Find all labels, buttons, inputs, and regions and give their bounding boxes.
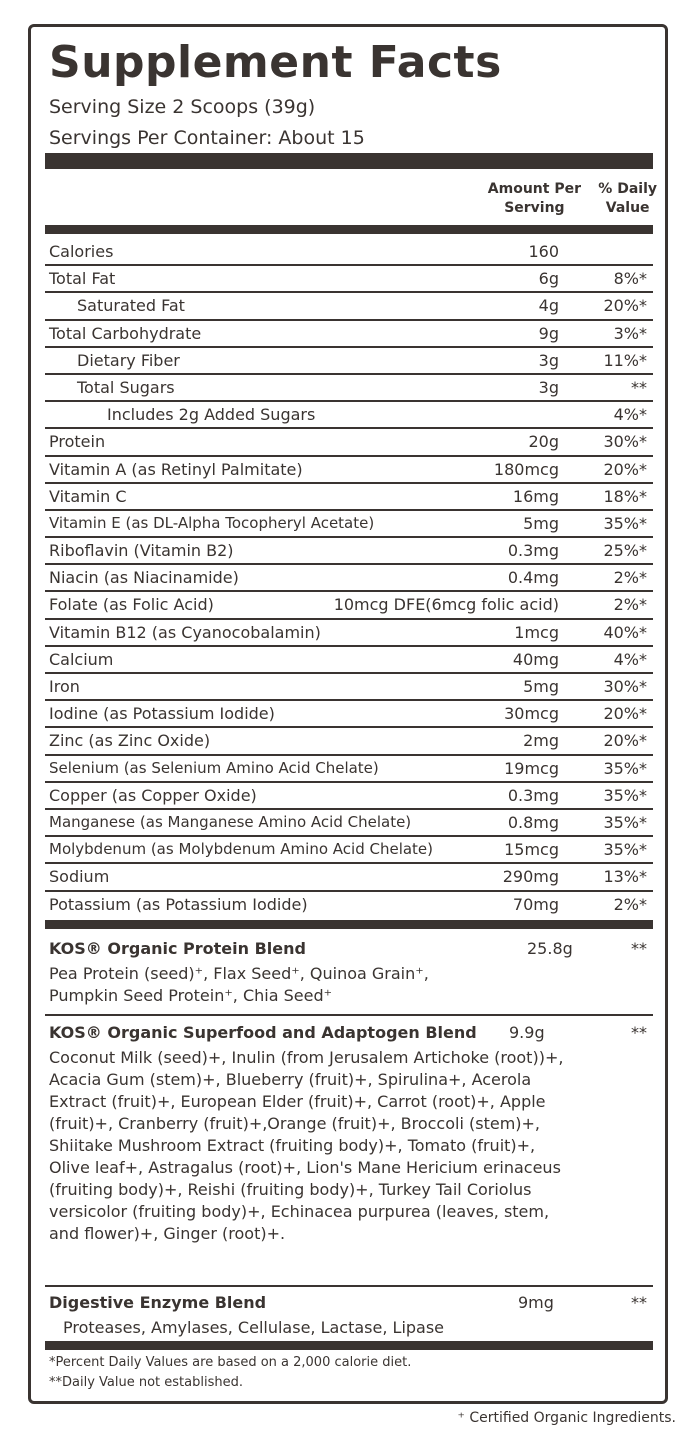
- nutrient-name: Dietary Fiber: [77, 350, 180, 370]
- nutrient-amount: 3g: [538, 350, 559, 370]
- daily-value-header: [598, 180, 657, 218]
- blend-ingredients: Proteases, Amylases, Cellulase, Lactase, Lipase: [63, 1318, 445, 1337]
- panel-title: Supplement Facts: [49, 37, 502, 88]
- nutrient-amount: 19mcg: [504, 758, 559, 778]
- amount-header-line1: Amount Per: [487, 181, 581, 197]
- nutrient-amount: 20g: [528, 432, 559, 452]
- nutrient-row: [45, 728, 653, 755]
- nutrient-daily-value: **: [631, 377, 647, 397]
- nutrient-amount: 9g: [538, 323, 559, 343]
- nutrient-daily-value: 35%*: [603, 758, 647, 778]
- nutrient-row: [45, 538, 653, 565]
- nutrient-daily-value: 35%*: [603, 840, 647, 860]
- nutrient-name: Potassium (as Potassium Iodide): [49, 894, 308, 914]
- nutrient-row: [45, 375, 653, 402]
- nutrient-row: [45, 293, 653, 320]
- nutrient-row: [45, 701, 653, 728]
- nutrient-daily-value: 4%*: [613, 405, 647, 425]
- nutrient-row: [45, 511, 653, 538]
- nutrient-name: Molybdenum (as Molybdenum Amino Acid Chelate): [49, 840, 434, 859]
- nutrient-row: [45, 837, 653, 864]
- nutrient-row: [45, 592, 653, 619]
- nutrient-daily-value: 20%*: [603, 459, 647, 479]
- nutrient-name: Vitamin C: [49, 486, 127, 506]
- nutrient-daily-value: 35%*: [603, 785, 647, 805]
- nutrient-daily-value: 35%*: [603, 812, 647, 832]
- nutrient-name: Total Carbohydrate: [49, 323, 202, 343]
- blend-daily-value: **: [631, 1023, 647, 1042]
- nutrient-amount: 0.8mg: [507, 812, 559, 832]
- nutrient-daily-value: 35%*: [603, 513, 647, 533]
- nutrient-amount: 70mg: [512, 894, 559, 914]
- nutrient-name: Vitamin A (as Retinyl Palmitate): [49, 459, 303, 479]
- nutrient-daily-value: 20%*: [603, 704, 647, 724]
- nutrient-row: [45, 266, 653, 293]
- nutrient-daily-value: 2%*: [613, 595, 647, 615]
- nutrient-daily-value: 30%*: [603, 432, 647, 452]
- nutrient-daily-value: 20%*: [603, 731, 647, 751]
- nutrient-amount: 180mcg: [493, 459, 559, 479]
- thick-divider-nutrients: [45, 920, 653, 929]
- nutrient-name: Saturated Fat: [77, 296, 185, 316]
- blend-daily-value: **: [631, 1293, 647, 1312]
- servings-per-container: Servings Per Container: About 15: [49, 127, 365, 149]
- nutrient-row: [45, 565, 653, 592]
- nutrient-row: [45, 321, 653, 348]
- nutrient-amount: 0.3mg: [507, 541, 559, 561]
- nutrient-row: [45, 864, 653, 891]
- nutrient-name: Sodium: [49, 867, 110, 887]
- blend-amount: 9.9g: [509, 1023, 545, 1042]
- blend-amount: 9mg: [518, 1293, 554, 1312]
- nutrient-amount: 0.4mg: [507, 568, 559, 588]
- nutrient-name: Copper (as Copper Oxide): [49, 785, 257, 805]
- nutrient-row: [45, 674, 653, 701]
- nutrient-amount: 10mcg DFE(6mcg folic acid): [333, 595, 559, 615]
- nutrient-name: Riboflavin (Vitamin B2): [49, 541, 234, 561]
- nutrient-name: Protein: [49, 432, 106, 452]
- nutrient-amount: 15mcg: [504, 840, 559, 860]
- nutrient-row: [45, 457, 653, 484]
- nutrient-row: [45, 348, 653, 375]
- nutrient-name: Iodine (as Potassium Iodide): [49, 704, 275, 724]
- thick-divider-header: [45, 225, 653, 234]
- blend-name: Digestive Enzyme Blend: [49, 1293, 267, 1312]
- nutrient-name: Calories: [49, 242, 114, 261]
- nutrient-amount: 3g: [538, 377, 559, 397]
- nutrient-amount: 1mcg: [514, 622, 559, 642]
- nutrient-amount: 30mcg: [504, 704, 559, 724]
- amount-per-serving-header: [488, 180, 581, 218]
- footnote-dv-not-established: **Daily Value not established.: [49, 1375, 243, 1390]
- nutrient-row: [45, 402, 653, 429]
- nutrient-amount: 6g: [538, 269, 559, 289]
- nutrient-amount: 5mg: [523, 677, 559, 696]
- nutrient-amount: 4g: [538, 296, 559, 316]
- amount-header-line2: Serving: [504, 200, 565, 216]
- nutrient-name: Selenium (as Selenium Amino Acid Chelate): [49, 758, 379, 777]
- thick-divider-bottom: [45, 1341, 653, 1350]
- nutrient-row: [45, 783, 653, 810]
- nutrient-name: Folate (as Folic Acid): [49, 595, 214, 615]
- nutrient-daily-value: 4%*: [613, 649, 647, 669]
- nutrient-amount: 5mg: [523, 513, 559, 533]
- protein-blend: [45, 939, 653, 1009]
- serving-size: Serving Size 2 Scoops (39g): [49, 96, 316, 118]
- superfood-blend: [45, 1023, 653, 1273]
- blend-divider: [45, 1014, 653, 1016]
- nutrient-daily-value: 40%*: [603, 622, 647, 642]
- nutrient-row: [45, 647, 653, 674]
- blend-amount: 25.8g: [527, 939, 573, 958]
- blend-ingredients: Coconut Milk (seed)+, Inulin (from Jerusalem Artichoke (root))+, Acacia Gum (stem)+, Blueberry (fruit)+, Spirulina+, Acerola Extract (fruit)+, European Elder (fruit)+, Carrot (root)+, Apple (fruit)+, Cranberry (fruit)+,Orange (fruit)+, Broccoli (stem)+, Shiitake Mushroom Extract (fruiting body)+, Tomato (fruit)+, Olive leaf+, Astragalus (root)+, Lion's Mane Hericium erinaceus (fruiting body)+, Reishi (fruiting body)+, Turkey Tail Coriolus versicolor (fruiting body)+, Echinacea purpurea (leaves, stem, and flower)+, Ginger (root)+.: [49, 1048, 564, 1243]
- nutrient-name: Total Sugars: [77, 377, 175, 397]
- dv-header-line1: % Daily: [598, 181, 657, 197]
- nutrient-table: [45, 239, 653, 919]
- nutrient-name: Vitamin E (as DL-Alpha Tocopheryl Acetate): [49, 513, 375, 532]
- nutrient-daily-value: 11%*: [603, 350, 647, 370]
- nutrient-name: Vitamin B12 (as Cyanocobalamin): [49, 622, 321, 642]
- nutrient-daily-value: 13%*: [603, 867, 647, 887]
- nutrient-row: [45, 756, 653, 783]
- blend-divider: [45, 1285, 653, 1287]
- nutrient-row: [45, 484, 653, 511]
- nutrient-daily-value: 20%*: [603, 296, 647, 316]
- nutrient-name: Niacin (as Niacinamide): [49, 568, 239, 588]
- nutrient-daily-value: 18%*: [603, 486, 647, 506]
- blend-name: KOS® Organic Superfood and Adaptogen Blend: [49, 1023, 477, 1042]
- nutrient-name: Includes 2g Added Sugars: [107, 405, 316, 425]
- nutrient-daily-value: 2%*: [613, 894, 647, 914]
- nutrient-row: [45, 892, 653, 919]
- nutrient-name: Calcium: [49, 649, 114, 669]
- nutrient-name: Manganese (as Manganese Amino Acid Chelate): [49, 812, 412, 831]
- nutrient-amount: 2mg: [523, 731, 559, 751]
- nutrient-name: Total Fat: [49, 269, 116, 289]
- blend-ingredients: Pea Protein (seed)⁺, Flax Seed⁺, Quinoa Grain⁺, Pumpkin Seed Protein⁺, Chia Seed⁺: [49, 964, 429, 1005]
- blend-daily-value: **: [631, 939, 647, 958]
- nutrient-amount: 16mg: [512, 486, 559, 506]
- nutrient-daily-value: 3%*: [613, 323, 647, 343]
- nutrient-amount: 290mg: [502, 867, 559, 887]
- nutrient-name: Zinc (as Zinc Oxide): [49, 731, 211, 751]
- certified-organic-note: ⁺ Certified Organic Ingredients.: [457, 1410, 676, 1426]
- thick-divider-top: [45, 153, 653, 169]
- supplement-facts-panel: [28, 24, 668, 1404]
- footnote-percent-dv: *Percent Daily Values are based on a 2,000 calorie diet.: [49, 1355, 412, 1370]
- nutrient-amount: 160: [528, 242, 559, 261]
- nutrient-row: [45, 810, 653, 837]
- blend-name: KOS® Organic Protein Blend: [49, 939, 306, 958]
- nutrient-daily-value: 25%*: [603, 541, 647, 561]
- nutrient-amount: 40mg: [512, 649, 559, 669]
- nutrient-daily-value: 30%*: [603, 677, 647, 696]
- nutrient-amount: 0.3mg: [507, 785, 559, 805]
- dv-header-line2: Value: [605, 200, 650, 216]
- nutrient-daily-value: 8%*: [613, 269, 647, 289]
- nutrient-daily-value: 2%*: [613, 568, 647, 588]
- nutrient-row: [45, 429, 653, 456]
- nutrient-name: Iron: [49, 677, 80, 696]
- nutrient-row: [45, 239, 653, 266]
- nutrient-row: [45, 620, 653, 647]
